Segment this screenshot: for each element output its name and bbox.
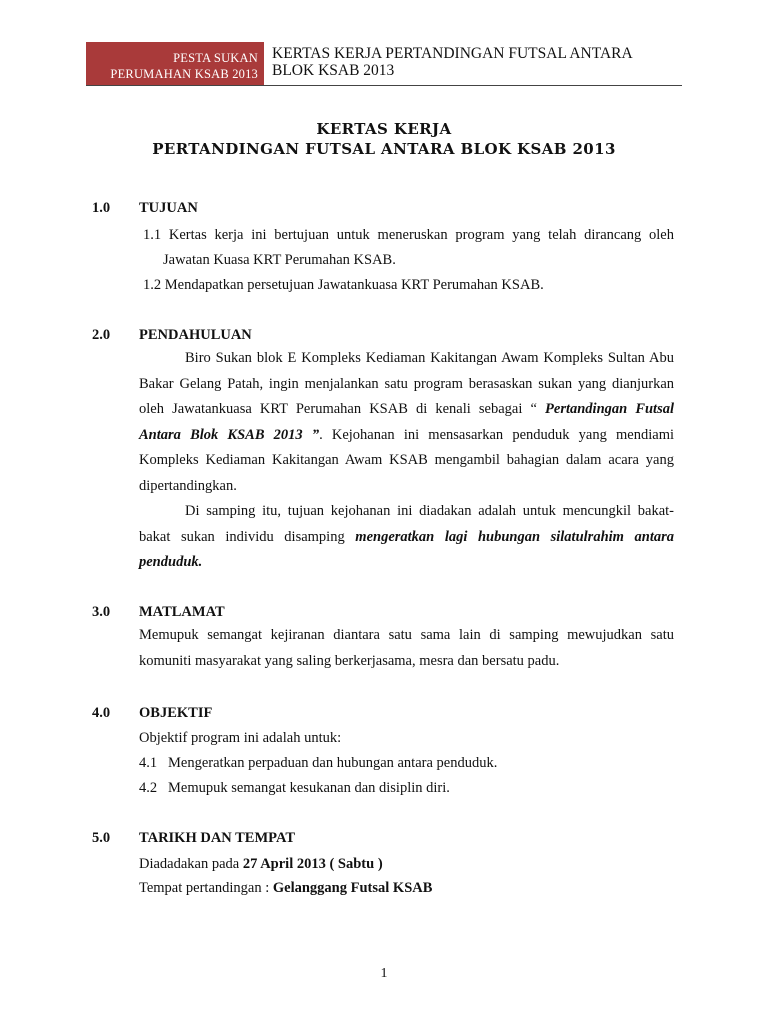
section-5-number: 5.0 — [92, 830, 111, 846]
section-5-heading: TARIKH DAN TEMPAT — [139, 830, 296, 846]
document-title-line2: PERTANDINGAN FUTSAL ANTARA BLOK KSAB 2013 — [152, 140, 616, 158]
header-label-box — [86, 42, 264, 85]
document-title-line1: KERTAS KERJA — [316, 120, 452, 138]
section-2-number: 2.0 — [92, 327, 111, 343]
section-1-item-1-line1: 1.1 Kertas kerja ini bertujuan untuk meneruskan program yang telah dirancang oleh — [143, 227, 674, 243]
section-4-intro: Objektif program ini adalah untuk: — [139, 730, 342, 746]
section-5-date-label: Diadadakan pada — [139, 856, 243, 872]
section-4-item-1: 4.1 Mengeratkan perpaduan dan hubungan antara penduduk. — [139, 755, 498, 771]
header-title — [272, 45, 672, 79]
header-divider — [86, 85, 682, 86]
page-number: 1 — [380, 966, 388, 981]
section-1-item-2: 1.2 Mendapatkan persetujuan Jawatankuasa KRT Perumahan KSAB. — [143, 277, 544, 293]
section-4-item-2: 4.2 Memupuk semangat kesukanan dan disiplin diri. — [139, 780, 450, 796]
section-2-heading: PENDAHULUAN — [139, 327, 252, 343]
section-4-heading: OBJEKTIF — [139, 705, 213, 721]
section-5-venue-value: Gelanggang Futsal KSAB — [272, 880, 433, 896]
section-2-paragraph-1-text-a: Biro Sukan blok E Kompleks Kediaman Kakitangan Awam Kompleks Sultan Abu Bakar Gelang Patah, ingin menjalankan satu program berasaskan sukan yang dianjurkan oleh Jawatankuasa KRT Perumahan KSAB di kenali sebagai — [139, 350, 674, 417]
header-label-line2: PERUMAHAN KSAB 2013 — [110, 67, 258, 81]
section-2-quote-open: “ — [530, 401, 546, 417]
section-1-item-1-line2: Jawatan Kuasa KRT Perumahan KSAB. — [163, 252, 396, 268]
section-2-paragraph-2 — [139, 499, 674, 576]
section-5-date-value: 27 April 2013 ( Sabtu ) — [242, 856, 383, 872]
section-3-number: 3.0 — [92, 604, 111, 620]
header-title-line2: BLOK KSAB 2013 — [272, 62, 395, 79]
section-3-text: Memupuk semangat kejiranan diantara satu sama lain di samping mewujudkan satu komuniti masyarakat yang saling berkerjasama, mesra dan bersatu padu. — [139, 627, 674, 669]
section-2-paragraph-1 — [139, 346, 674, 499]
section-5-venue — [139, 879, 432, 897]
section-5-venue-label: Tempat pertandingan : — [139, 880, 273, 896]
section-5-date — [139, 855, 383, 873]
section-1-number: 1.0 — [92, 200, 111, 216]
section-1-heading: TUJUAN — [139, 200, 198, 216]
section-2-paragraph-2-text: Di samping itu, tujuan kejohanan ini diadakan adalah untuk mencungkil bakat-bakat sukan individu disamping — [139, 503, 674, 545]
section-2-emphasis: mengeratkan lagi hubungan silatulrahim antara penduduk. — [139, 528, 675, 570]
section-4-number: 4.0 — [92, 705, 111, 721]
header-label-line1: PESTA SUKAN — [173, 51, 258, 65]
header-title-line1: KERTAS KERJA PERTANDINGAN FUTSAL ANTARA — [272, 45, 633, 62]
section-3-heading: MATLAMAT — [139, 604, 225, 620]
section-2-event-name: Pertandingan Futsal Antara Blok KSAB 2013 ” — [139, 401, 675, 443]
section-2-paragraph-1-text-b: . Kejohanan ini mensasarkan penduduk yang mendiami Kompleks Kediaman Kakitangan Awam KSAB mengambil bahagian dalam acara yang dipertandingkan. — [139, 426, 675, 494]
